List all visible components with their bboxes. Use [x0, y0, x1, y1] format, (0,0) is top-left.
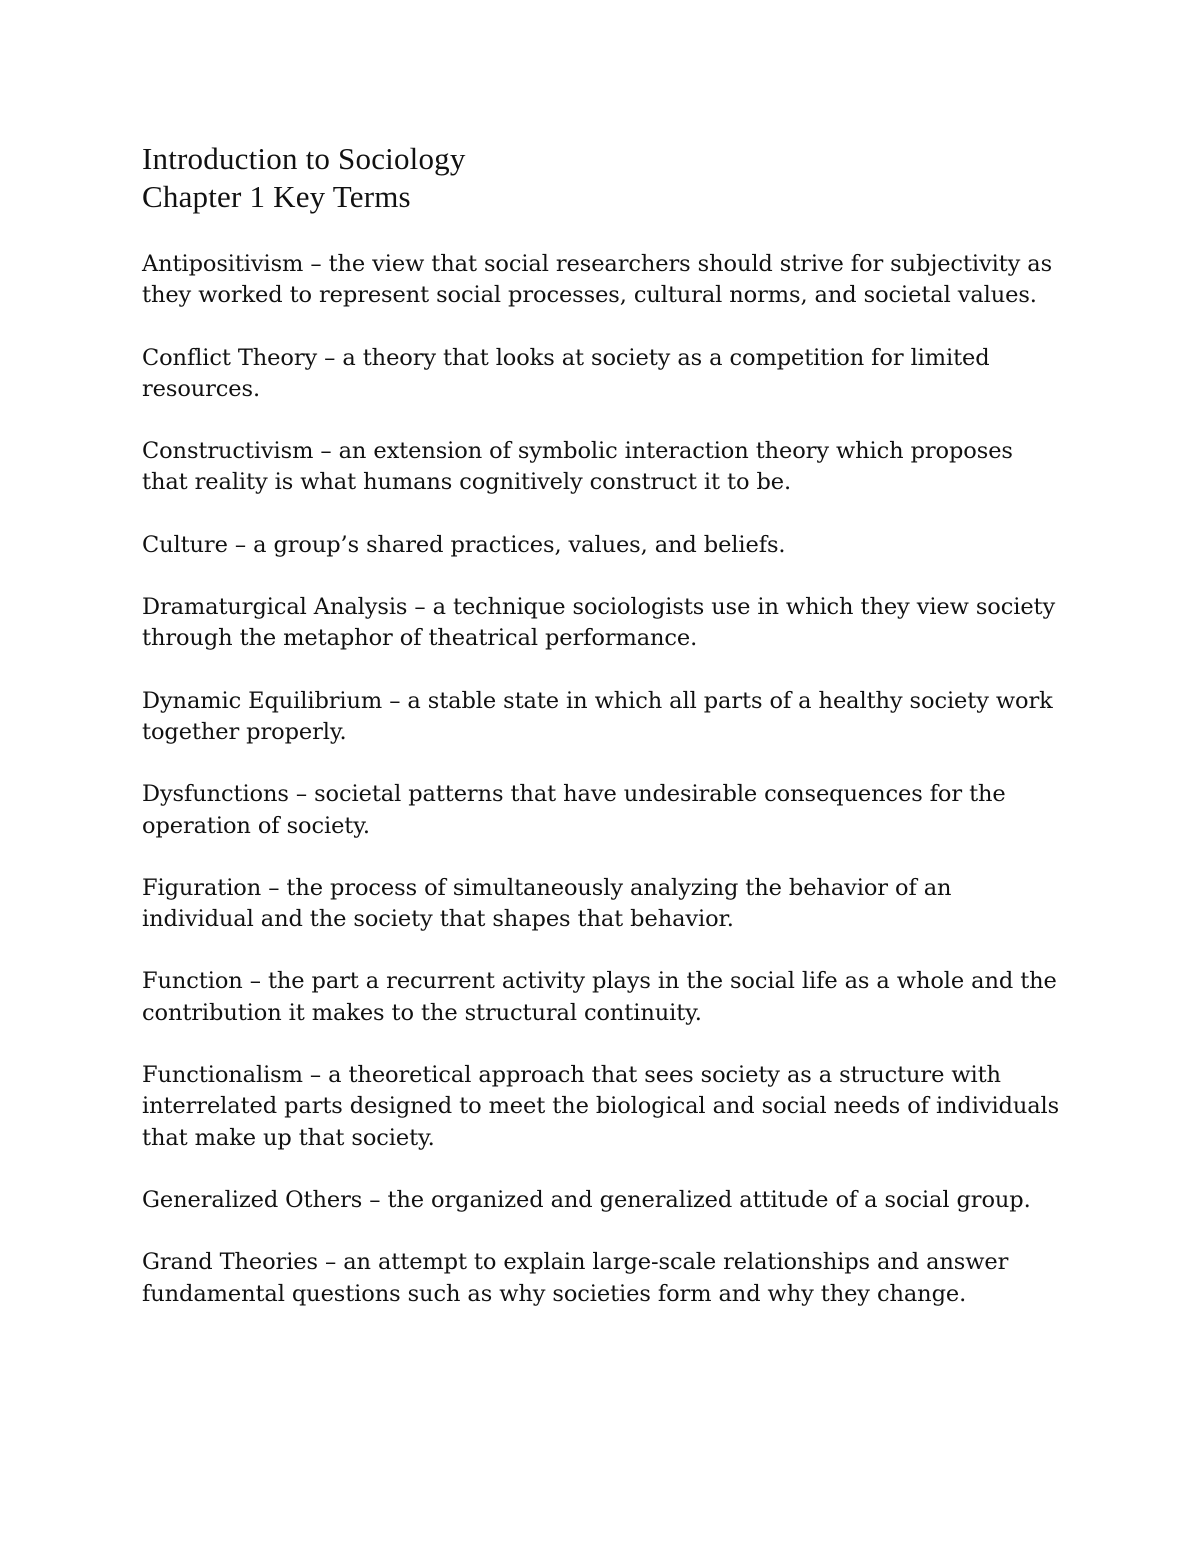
term-name: Dysfunctions — [142, 781, 289, 808]
key-terms-list — [142, 249, 1062, 1310]
term-name: Function — [142, 968, 243, 995]
term-name: Culture — [142, 531, 228, 558]
term-entry — [142, 873, 1062, 936]
term-definition: societal patterns that have undesirable consequences for the operation of society. — [142, 781, 1006, 839]
term-separator: – — [317, 344, 343, 371]
term-separator: – — [302, 1062, 329, 1089]
term-name: Figuration — [142, 874, 262, 901]
term-definition: a theory that looks at society as a competition for limited resources. — [142, 344, 990, 402]
term-name: Conflict Theory — [142, 344, 318, 371]
term-entry — [142, 530, 1062, 561]
term-definition: a theoretical approach that sees society as a structure with interrelated parts designed to meet the biological and social needs of individuals that make up that society. — [142, 1062, 1060, 1151]
term-entry — [142, 592, 1062, 655]
term-separator: – — [227, 531, 254, 558]
term-definition: a stable state in which all parts of a healthy society work together properly. — [142, 687, 1053, 745]
term-name: Dynamic Equilibrium — [142, 687, 383, 714]
term-name: Functionalism — [142, 1062, 303, 1089]
term-definition: the view that social researchers should strive for subjectivity as they worked to represent social processes, cultural norms, and societal values. — [142, 251, 1053, 309]
term-separator: – — [261, 874, 287, 901]
term-definition: the part a recurrent activity plays in the social life as a whole and the contribution it makes to the structural continuity. — [142, 968, 1057, 1026]
term-separator: – — [317, 1249, 344, 1276]
term-name: Dramaturgical Analysis — [142, 594, 408, 621]
document-body — [142, 140, 1062, 1341]
term-name: Generalized Others — [142, 1186, 363, 1213]
term-entry — [142, 249, 1062, 312]
document-title: Introduction to Sociology — [142, 141, 466, 176]
term-entry — [142, 1060, 1062, 1154]
document-subtitle: Chapter 1 Key Terms — [142, 179, 411, 214]
term-separator: – — [313, 438, 339, 465]
term-entry — [142, 1185, 1062, 1216]
term-entry — [142, 1247, 1062, 1310]
term-separator: – — [407, 594, 433, 621]
term-entry — [142, 343, 1062, 406]
term-name: Grand Theories — [142, 1249, 318, 1276]
term-name: Constructivism — [142, 438, 314, 465]
term-definition: the organized and generalized attitude of a social group. — [387, 1186, 1031, 1213]
term-entry — [142, 686, 1062, 749]
term-entry — [142, 779, 1062, 842]
term-separator: – — [382, 687, 408, 714]
term-separator: – — [362, 1186, 388, 1213]
term-entry — [142, 966, 1062, 1029]
term-separator: – — [288, 781, 315, 808]
term-definition: the process of simultaneously analyzing the behavior of an individual and the society that shapes that behavior. — [142, 874, 952, 933]
term-entry — [142, 436, 1062, 499]
term-definition: a group’s shared practices, values, and beliefs. — [253, 531, 786, 558]
term-separator: – — [303, 251, 329, 277]
term-definition: an attempt to explain large-scale relationships and answer fundamental questions such as why societies form and why they change. — [142, 1249, 1009, 1307]
term-definition: a technique sociologists use in which they view society through the metaphor of theatrical performance. — [142, 594, 1056, 652]
term-separator: – — [242, 968, 268, 995]
term-definition: an extension of symbolic interaction theory which proposes that reality is what humans cognitively construct it to be. — [142, 438, 1013, 496]
term-name: Antipositivism — [142, 251, 304, 277]
